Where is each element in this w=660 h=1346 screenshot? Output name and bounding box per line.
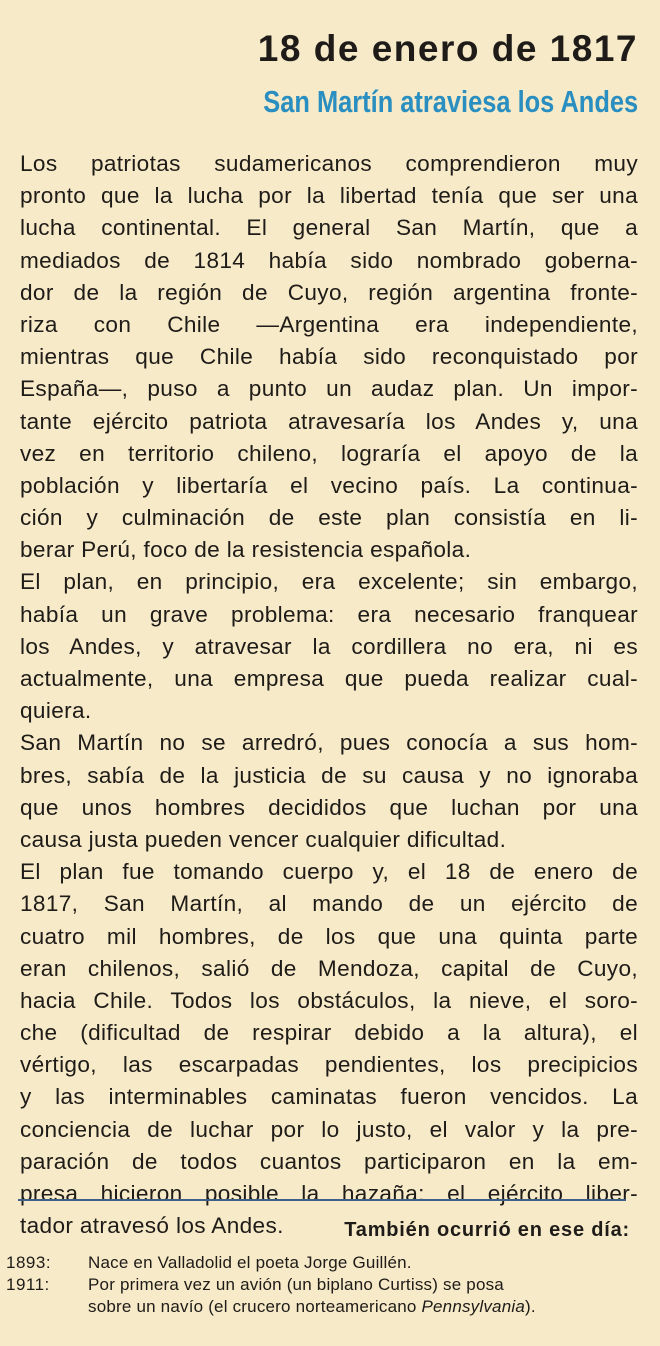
body-line: mediados de 1814 había sido nombrado goberna-	[20, 247, 638, 273]
body-line: causa justa pueden vencer cualquier dificultad.	[20, 826, 507, 852]
event-line-prefix: sobre un navío (el crucero norteamericano	[88, 1297, 422, 1316]
body-line: hacia Chile. Todos los obstáculos, la nieve, el soro-	[20, 987, 638, 1013]
body-line: El plan fue tomando cuerpo y, el 18 de enero de	[20, 859, 638, 885]
body-line: actualmente, una empresa que pueda realizar cual-	[20, 666, 638, 691]
event-line-suffix: ).	[525, 1297, 536, 1316]
event-line: Nace en Valladolid el poeta Jorge Guillén.	[88, 1253, 412, 1272]
events-list	[0, 1252, 660, 1340]
body-line: mientras que Chile había sido reconquistado por	[20, 344, 638, 370]
body-line: vértigo, las escarpadas pendientes, los precipicios	[20, 1052, 638, 1078]
body-line: y las interminables caminatas fueron vencidos. La	[20, 1084, 638, 1110]
body-line: pronto que la lucha por la libertad tenía que ser una	[20, 183, 638, 209]
body-line: vez en territorio chileno, lograría el apoyo de la	[20, 440, 638, 466]
body-line: lucha continental. El general San Martín, que a	[20, 215, 638, 241]
body-line: riza con Chile —Argentina era independiente,	[20, 311, 638, 337]
body-line: que unos hombres decididos que luchan por una	[20, 794, 638, 820]
ship-name: Pennsylvania	[421, 1297, 525, 1316]
body-line: dor de la región de Cuyo, región argentina fronte-	[20, 279, 638, 305]
event-description	[88, 1252, 633, 1274]
body-line: los Andes, y atravesar la cordillera no era, ni es	[20, 633, 638, 659]
event-item	[0, 1274, 660, 1318]
event-description	[88, 1274, 633, 1318]
body-line: ción y culminación de este plan consistía en li-	[20, 505, 638, 531]
article-body	[20, 148, 638, 1242]
event-line: Por primera vez un avión (un biplano Curtiss) se posa	[88, 1275, 504, 1294]
body-line: bres, sabía de la justicia de su causa y no ignoraba	[20, 762, 638, 788]
body-line: España—, puso a punto un audaz plan. Un impor-	[20, 376, 638, 402]
body-line: San Martín no se arredró, pues conocía a sus hom-	[20, 730, 638, 756]
body-line: conciencia de luchar por lo justo, el valor y la pre-	[20, 1116, 638, 1142]
event-year: 1893:	[6, 1253, 52, 1272]
body-line: tante ejército patriota atravesaría los Andes y, una	[20, 408, 638, 434]
section-divider	[18, 1199, 626, 1201]
body-line: presa hicieron posible la hazaña: el ejército liber-	[20, 1181, 638, 1206]
body-line: che (dificultad de respirar debido a la altura), el	[20, 1020, 638, 1046]
body-line: 1817, San Martín, al mando de un ejército de	[20, 891, 638, 917]
body-line: población y libertaría el vecino país. La continua-	[20, 472, 638, 498]
body-line: Los patriotas sudamericanos comprendieron muy	[20, 151, 638, 176]
page-date-title: 18 de enero de 1817	[257, 28, 638, 69]
body-line: quiera.	[20, 698, 92, 724]
body-line: El plan, en principio, era excelente; sin embargo,	[20, 569, 638, 595]
body-line: cuatro mil hombres, de los que una quinta parte	[20, 923, 638, 949]
body-line: había un grave problema: era necesario franquear	[20, 601, 638, 627]
body-line: tador atravesó los Andes.	[20, 1213, 284, 1239]
event-line	[88, 1296, 633, 1318]
body-line: berar Perú, foco de la resistencia española.	[20, 537, 472, 563]
body-line: paración de todos cuantos participaron en la em-	[20, 1148, 638, 1174]
page-subtitle: San Martín atraviesa los Andes	[263, 84, 638, 119]
also-happened-heading: También ocurrió en ese día:	[344, 1219, 630, 1241]
body-line: eran chilenos, salió de Mendoza, capital de Cuyo,	[20, 955, 638, 981]
event-year: 1911:	[6, 1275, 50, 1294]
